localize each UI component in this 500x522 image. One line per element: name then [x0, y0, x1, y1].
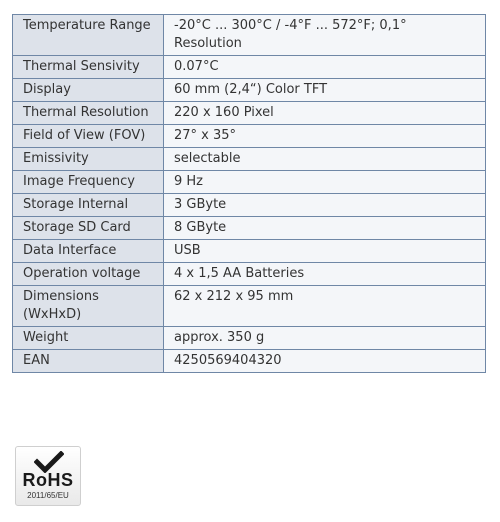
table-row — [13, 286, 486, 327]
table-row — [13, 217, 486, 240]
spec-label: Temperature Range — [13, 15, 164, 56]
table-row — [13, 148, 486, 171]
spec-label: Field of View (FOV) — [13, 125, 164, 148]
table-row — [13, 350, 486, 373]
spec-table — [12, 14, 486, 373]
spec-label: Thermal Resolution — [13, 102, 164, 125]
table-row — [13, 194, 486, 217]
spec-value: 27° x 35° — [164, 125, 486, 148]
spec-value: 0.07°C — [164, 56, 486, 79]
spec-label: Emissivity — [13, 148, 164, 171]
spec-value: approx. 350 g — [164, 327, 486, 350]
table-row — [13, 102, 486, 125]
spec-value: 3 GByte — [164, 194, 486, 217]
spec-value: selectable — [164, 148, 486, 171]
spec-label: Weight — [13, 327, 164, 350]
table-row — [13, 56, 486, 79]
spec-value: 60 mm (2,4“) Color TFT — [164, 79, 486, 102]
rohs-directive: 2011/65/EU — [27, 491, 69, 500]
spec-label: EAN — [13, 350, 164, 373]
spec-value: 62 x 212 x 95 mm — [164, 286, 486, 327]
spec-label: Image Frequency — [13, 171, 164, 194]
rohs-badge — [15, 446, 81, 506]
spec-label: Data Interface — [13, 240, 164, 263]
spec-label: Thermal Sensivity — [13, 56, 164, 79]
spec-value: 4 x 1,5 AA Batteries — [164, 263, 486, 286]
spec-value: 8 GByte — [164, 217, 486, 240]
rohs-title: RoHS — [22, 470, 74, 490]
table-row — [13, 171, 486, 194]
spec-label: Storage SD Card — [13, 217, 164, 240]
spec-value: 220 x 160 Pixel — [164, 102, 486, 125]
table-row — [13, 15, 486, 56]
spec-value: -20°C ... 300°C / -4°F ... 572°F; 0,1° Resolution — [164, 15, 486, 56]
spec-value: 4250569404320 — [164, 350, 486, 373]
spec-label: Storage Internal — [13, 194, 164, 217]
spec-value: USB — [164, 240, 486, 263]
spec-label: Operation voltage — [13, 263, 164, 286]
table-row — [13, 327, 486, 350]
spec-label: Dimensions (WxHxD) — [13, 286, 164, 327]
spec-value: 9 Hz — [164, 171, 486, 194]
top-spacer — [0, 0, 500, 14]
table-row — [13, 79, 486, 102]
table-row — [13, 125, 486, 148]
table-row — [13, 263, 486, 286]
spec-label: Display — [13, 79, 164, 102]
table-row — [13, 240, 486, 263]
